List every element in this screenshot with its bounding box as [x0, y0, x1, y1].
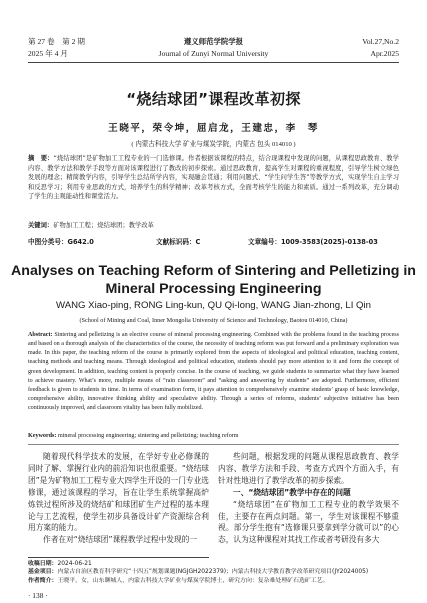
- body-paragraph: 些问题，根据发现的问题从课程思政教育、教学内容、教学方法和手段、考查方式四个方面入手，有针对性地进行了教学改革的初步探索。: [218, 452, 399, 485]
- english-abstract: [28, 331, 399, 413]
- chinese-title: “烧结球团”课程改革初探: [126, 90, 301, 108]
- chinese-keywords: [28, 221, 399, 230]
- header-volume-en-block: [362, 36, 399, 60]
- body-right-column: [218, 451, 399, 546]
- english-abstract-text: Sintering and pelletizing is an elective course of mineral processing engineering. Combined with the problems found in the teaching process and based on a thorough analysis of the characteristics of the course, the necessity of teaching reform was put forward and a preliminary exploration was made. In this paper, the teaching reform of the course is primarily explored from the aspects of ideological and political education, teaching content, teaching methods and teaching means. Through ideological and political education, students should pay more attention to it and form the concept of green development. In addition, teaching content is properly concise. In the course of teaching, we guide students to summarize what they have learned to achieve mastery. What’s more, multiple means of “rain classroom” and “asking and answering by students” are adopted. Furthermore, efficient feedback is given to students in time. In terms of examination form, it pays attention to comprehensively examine students’ grasp of basic knowledge, comprehensive ability, innovative thinking ability and speculative ability. Through a series of reforms, students’ subjective initiative has been continuously improved, and classroom vitality has been fully mobilized.: [28, 332, 400, 412]
- chinese-keywords-text: 矿物加工工程；烧结球团；教学改革: [53, 222, 154, 229]
- header-volume: 第 27 卷 第 2 期: [28, 37, 85, 46]
- clc-number: 中图分类号：G642.0: [28, 238, 94, 246]
- footnote-divider: [28, 557, 209, 558]
- document-code: 文献标识码：C: [156, 238, 201, 246]
- section-divider: [28, 444, 399, 445]
- header-divider: [28, 62, 399, 63]
- footnote-received: [28, 560, 399, 568]
- english-keywords-text: mineral processing engineering; sintering and pelletizing; teaching reform: [57, 433, 239, 439]
- body-paragraph: 作者在对“烧结球团”课程教学过程中发现的一: [43, 535, 198, 545]
- footnote-funding-text: 内蒙古自治区教育科学研究“十四五”规划课题(NGJGH2022379)；内蒙古科技大学教育教学改革研究项目(JY2024005): [57, 569, 369, 576]
- english-title: Analyses on Teaching Reform of Sintering and Pelletizing in Mineral Processing Engineering: [11, 263, 416, 297]
- section-heading: 一、“烧结球团”教学中存在的问题: [233, 487, 351, 497]
- english-authors: WANG Xiao-ping, RONG Ling-kun, QU Qi-long, WANG Jian-zhong, LI Qin: [56, 300, 371, 311]
- footnote-received-label: 收稿日期：: [28, 561, 58, 567]
- footnote-funding-label: 基金项目：: [28, 569, 58, 576]
- english-affiliation: (School of Mining and Coal, Inner Mongolia University of Science and Technology, Baotou 014010, China): [79, 317, 348, 324]
- chinese-authors: 王晓平，荣令坤，屈启龙，王建忠，李 琴: [108, 123, 319, 134]
- chinese-abstract-text: “烧结球团”是矿物加工工程专业的一门选修课。作者根据该课程的特点，结合现课程中发现的问题，从课程思政教育、教学内容、教学方法和教学手段等方面对该课程进行了教改的初步探索。通过思政教育，提高学生对课程的重视程度，引导学生树立绿色发展的理念；精简教学内容，引导学生总结所学内容，实现融会贯通；利用问题式、“学生问学生答”等教学方式，实现学生自主学习和反思学习；利用专业思政的方式，培养学生的科学精神；改革考核方式，全面考核学生的能力和素质。通过一系列改革，充分调动了学生的主观能动性和课堂活力。: [28, 155, 400, 201]
- header-volume-en: Vol.27,No.2: [362, 37, 399, 46]
- page-number: · 138 ·: [28, 591, 48, 600]
- footnote-funding: [28, 568, 399, 576]
- body-left-column: [28, 451, 209, 546]
- body-paragraph: 随着现代科学技术的发展，在学好专业必修课的同时了解、掌握行业内的前沿知识也很重要。“烧结球团”是为矿物加工工程专业大四学生开设的一门专业选修课，通过该课程的学习，旨在让学生系统掌握高炉炼铁过程所涉及的烧结矿和球团矿生产过程的基本理论与工艺流程，使学生初步具备设计矿产资源综合利用方案的能力。: [28, 452, 209, 533]
- classification-row: [28, 236, 399, 248]
- english-keywords-label: Keywords:: [28, 433, 57, 439]
- article-number: 文章编号：1009-3583(2025)-0138-03: [248, 238, 378, 246]
- footnote-received-date: 2024-06-21: [57, 561, 92, 567]
- english-keywords: [28, 432, 399, 441]
- chinese-keywords-label: 关键词：: [28, 222, 54, 229]
- footnote-author-text: 王晓平，女，山东聊城人，内蒙古科技大学矿业与煤炭学院博士，研究方向：复杂难处理矿石选矿工艺。: [57, 577, 329, 584]
- footnote: [28, 560, 399, 585]
- header-journal-en: Journal of Zunyi Normal University: [158, 49, 269, 58]
- body-paragraph: “烧结球团”在矿物加工工程专业的教学效果不佳，主要存在两点问题。第一，学生对该课程不够重视。部分学生抱有“选修课只要拿到学分就可以”的心态，认为这种课程对其找工作或者考研没有多大: [218, 499, 399, 545]
- footnote-author-label: 作者简介：: [28, 577, 58, 584]
- footnote-author: [28, 577, 399, 585]
- header-date: 2025 年 4 月: [28, 49, 68, 58]
- english-abstract-label: Abstract:: [28, 332, 53, 338]
- chinese-affiliation: ( 内蒙古科技大学 矿业与煤炭学院，内蒙古 包头 014010 ): [131, 141, 296, 148]
- header-date-en: Apr.2025: [370, 49, 399, 58]
- chinese-abstract: [28, 154, 399, 202]
- chinese-abstract-label: 摘 要：: [28, 155, 54, 162]
- header-journal-cn: 遵义师范学院学报: [183, 37, 244, 46]
